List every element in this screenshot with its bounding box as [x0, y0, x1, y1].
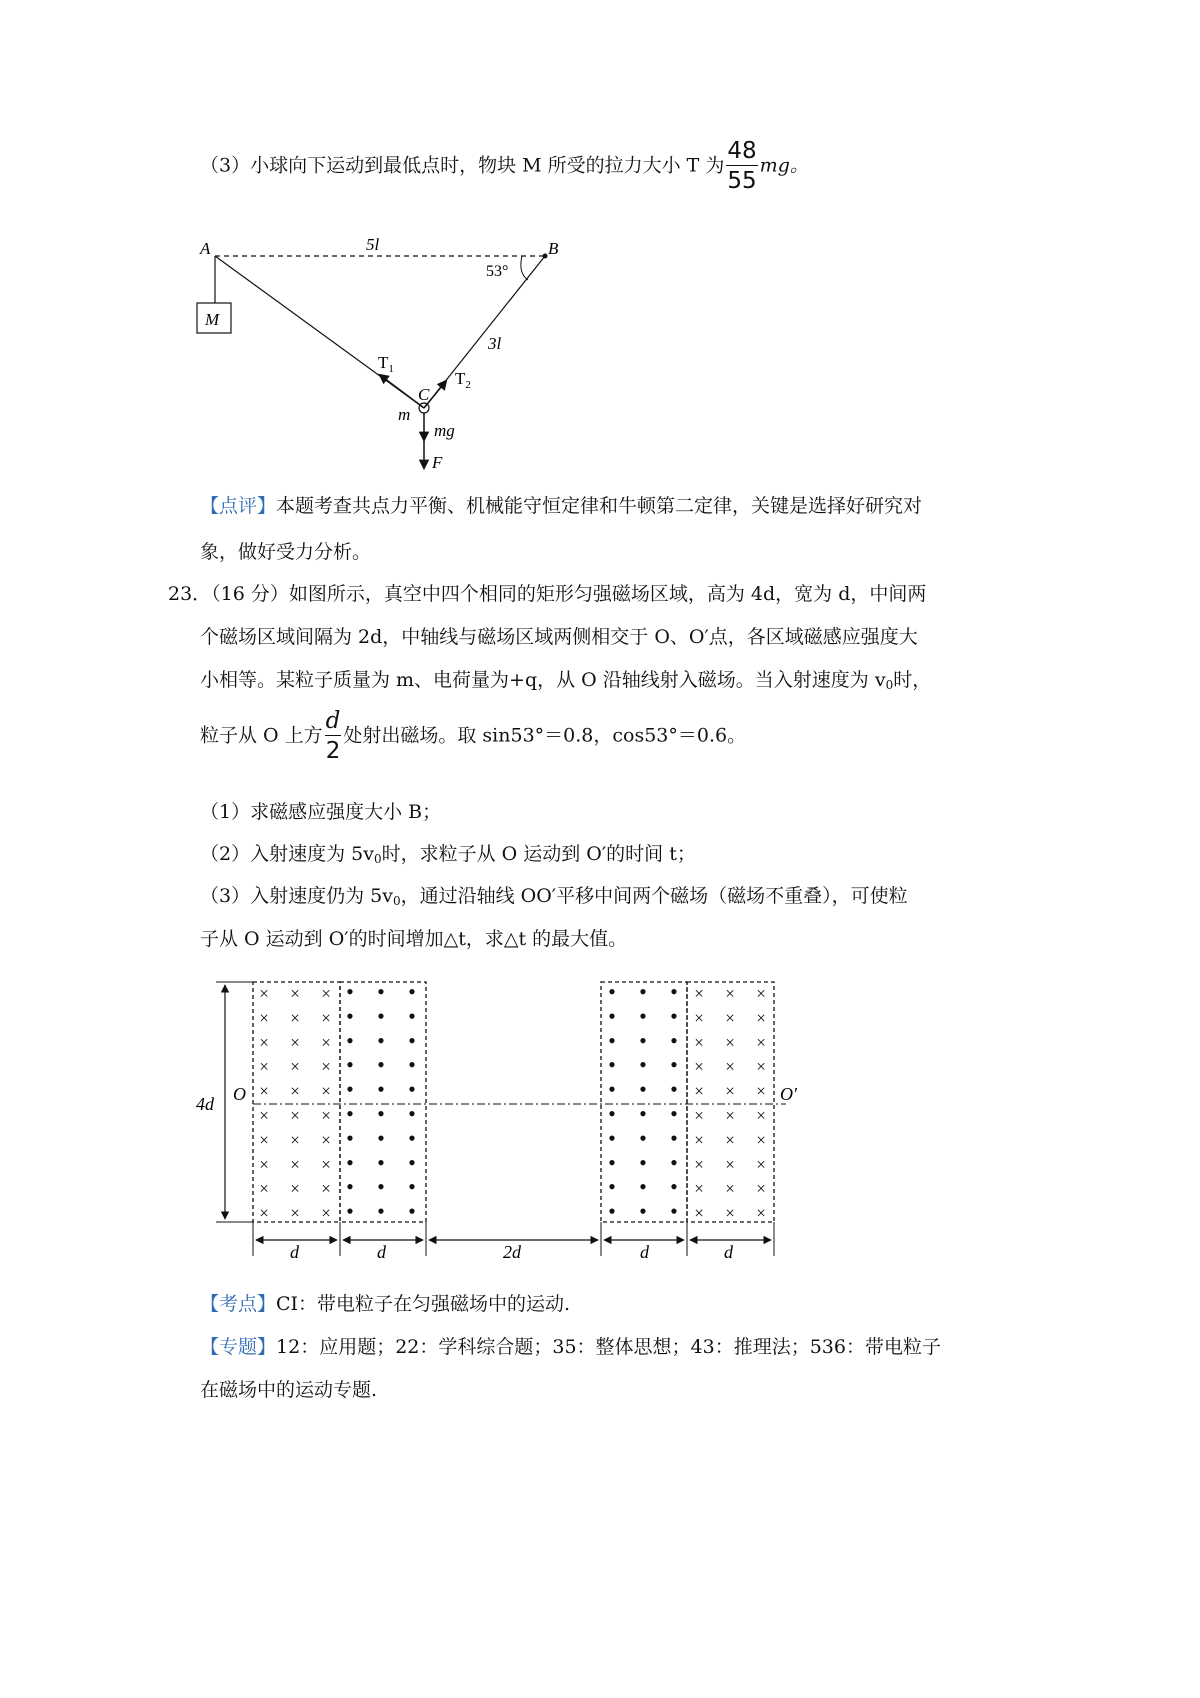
- field-in-cross: ×: [756, 1057, 766, 1077]
- width-label-3: 2d: [503, 1242, 521, 1262]
- field-out-dot: •: [377, 1174, 385, 1200]
- field-out-dot: •: [670, 1174, 678, 1200]
- field-out-dot: •: [639, 1052, 647, 1078]
- field-in-cross: ×: [290, 984, 300, 1003]
- field-in-cross: ×: [756, 1203, 766, 1223]
- field-out-dot: •: [377, 1198, 385, 1224]
- label-c: C: [418, 385, 430, 404]
- field-in-cross: ×: [725, 984, 735, 1003]
- label-a: A: [200, 239, 211, 258]
- field-in-cross: ×: [321, 1154, 331, 1174]
- field-out-dot: •: [346, 1101, 354, 1126]
- q23-sub-3-text: （3）入射速度仍为 5v: [200, 885, 393, 907]
- field-out-dot: •: [608, 1174, 616, 1200]
- comment-text-1: 本题考查共点力平衡、机械能守恒定律和牛顿第二定律，关键是选择好研究对: [276, 495, 923, 517]
- field-in-cross: ×: [259, 1032, 269, 1052]
- zhuanti-line-2: 在磁场中的运动专题.: [200, 1379, 378, 1401]
- field-out-dot: •: [639, 1003, 647, 1029]
- field-in-cross: ×: [694, 1106, 704, 1125]
- field-in-cross: ×: [756, 984, 766, 1003]
- field-in-cross: ×: [725, 1081, 735, 1101]
- field-in-cross: ×: [321, 1106, 331, 1125]
- kaodian-line: [200, 1290, 570, 1318]
- field-in-cross: ×: [290, 1032, 300, 1052]
- q23-line-1: 23．（16 分）如图所示，真空中四个相同的矩形匀强磁场区域，高为 4d，宽为 d，中间两: [168, 583, 927, 605]
- label-f: F: [432, 453, 443, 472]
- field-out-dot: •: [608, 1198, 616, 1224]
- field-out-dot: •: [346, 1003, 354, 1029]
- field-in-cross: ×: [725, 1008, 735, 1028]
- field-in-cross: ×: [321, 1179, 331, 1199]
- q23-line-4-text: 粒子从 O 上方: [200, 724, 323, 747]
- field-out-dot: •: [346, 1174, 354, 1200]
- field-in-cross: ×: [259, 1106, 269, 1125]
- field-in-cross: ×: [694, 1057, 704, 1077]
- label-m-block: M: [205, 310, 220, 329]
- field-in-cross: ×: [259, 1203, 269, 1223]
- field-out-dot: •: [377, 1003, 385, 1029]
- kaodian-tag: 【考点】: [200, 1293, 277, 1315]
- field-out-dot: •: [346, 1125, 354, 1151]
- field-out-dot: •: [377, 1101, 385, 1126]
- field-in-cross: ×: [694, 984, 704, 1003]
- q23-sub-1: （1）求磁感应强度大小 B；: [200, 801, 442, 823]
- width-label-1: d: [290, 1242, 299, 1262]
- label-t1: $T_1$: [378, 353, 394, 375]
- field-in-cross: ×: [290, 1081, 300, 1101]
- field-out-dot: •: [408, 1174, 416, 1200]
- field-in-cross: ×: [756, 1106, 766, 1125]
- width-label-5: d: [724, 1242, 733, 1262]
- field-symbols: [259, 979, 766, 1224]
- field-in-cross: ×: [259, 1057, 269, 1077]
- field-out-dot: •: [639, 1076, 647, 1102]
- field-out-dot: •: [377, 979, 385, 1004]
- field-in-cross: ×: [756, 1154, 766, 1174]
- prev-answer-prefix: （3）小球向下运动到最低点时，物块 M 所受的拉力大小 T 为: [200, 154, 725, 177]
- fraction-d: d: [325, 708, 341, 734]
- field-in-cross: ×: [756, 1008, 766, 1028]
- field-in-cross: ×: [725, 1154, 735, 1174]
- field-in-cross: ×: [290, 1154, 300, 1174]
- field-in-cross: ×: [321, 984, 331, 1003]
- field-out-dot: •: [408, 1076, 416, 1102]
- field-out-dot: •: [408, 1149, 416, 1175]
- field-in-cross: ×: [694, 1081, 704, 1101]
- field-out-dot: •: [408, 1101, 416, 1126]
- field-in-cross: ×: [321, 1081, 331, 1101]
- q23-line-3-text: 小相等。某粒子质量为 m、电荷量为+q，从 O 沿轴线射入磁场。当入射速度为 v: [200, 669, 886, 691]
- q23-line-3-sub: 0: [885, 678, 894, 692]
- q23-sub-3-sub: 0: [392, 894, 401, 908]
- field-in-cross: ×: [694, 1032, 704, 1052]
- zhuanti-tag: 【专题】: [200, 1336, 277, 1358]
- field-out-dot: •: [377, 1027, 385, 1053]
- field-out-dot: •: [346, 1149, 354, 1175]
- field-in-cross: ×: [756, 1032, 766, 1052]
- field-out-dot: •: [608, 1052, 616, 1078]
- field-in-cross: ×: [756, 1081, 766, 1101]
- field-out-dot: •: [346, 1076, 354, 1102]
- field-out-dot: •: [408, 1003, 416, 1029]
- field-in-cross: ×: [321, 1008, 331, 1028]
- q23-sub-3-line-2: 子从 O 运动到 O′的时间增加△t，求△t 的最大值。: [200, 928, 628, 950]
- field-in-cross: ×: [725, 1179, 735, 1199]
- field-in-cross: ×: [725, 1203, 735, 1223]
- field-out-dot: •: [639, 1027, 647, 1053]
- comment-tag: 【点评】: [200, 495, 277, 517]
- field-out-dot: •: [346, 1198, 354, 1224]
- q23-sub-3-end: ，通过沿轴线 OO′平移中间两个磁场（磁场不重叠），可使粒: [400, 885, 908, 907]
- field-in-cross: ×: [756, 1179, 766, 1199]
- field-out-dot: •: [639, 1125, 647, 1151]
- label-o: O: [233, 1084, 246, 1104]
- field-in-cross: ×: [259, 1008, 269, 1028]
- prev-answer-suffix: mg。: [759, 154, 809, 177]
- field-out-dot: •: [408, 1027, 416, 1053]
- field-in-cross: ×: [694, 1130, 704, 1150]
- label-b: B: [548, 239, 559, 258]
- field-in-cross: ×: [290, 1203, 300, 1223]
- label-mg: mg: [434, 421, 455, 440]
- field-out-dot: •: [670, 979, 678, 1004]
- field-out-dot: •: [377, 1076, 385, 1102]
- field-in-cross: ×: [290, 1179, 300, 1199]
- width-label-4: d: [640, 1242, 649, 1262]
- field-out-dot: •: [639, 1101, 647, 1126]
- height-label: 4d: [196, 1094, 214, 1114]
- field-in-cross: ×: [259, 1081, 269, 1101]
- field-out-dot: •: [408, 1198, 416, 1224]
- field-in-cross: ×: [725, 1130, 735, 1150]
- q23-line-4-end: 处射出磁场。取 sin53°＝0.8，cos53°＝0.6。: [343, 724, 747, 747]
- field-out-dot: •: [608, 1003, 616, 1029]
- field-out-dot: •: [346, 979, 354, 1004]
- field-out-dot: •: [608, 1101, 616, 1126]
- label-angle: 53°: [486, 263, 509, 280]
- zhuanti-line-1: [200, 1333, 941, 1361]
- field-out-dot: •: [408, 1125, 416, 1151]
- field-out-dot: •: [608, 1027, 616, 1053]
- field-out-dot: •: [670, 1003, 678, 1029]
- fraction-denominator: 55: [727, 168, 757, 194]
- field-in-cross: ×: [694, 1008, 704, 1028]
- field-out-dot: •: [670, 1198, 678, 1224]
- field-in-cross: ×: [290, 1130, 300, 1150]
- field-out-dot: •: [346, 1052, 354, 1078]
- field-out-dot: •: [346, 1027, 354, 1053]
- field-in-cross: ×: [290, 1008, 300, 1028]
- field-in-cross: ×: [259, 984, 269, 1003]
- q23-sub-2-text: （2）入射速度为 5v: [200, 843, 374, 865]
- field-in-cross: ×: [725, 1106, 735, 1125]
- field-out-dot: •: [377, 1125, 385, 1151]
- field-out-dot: •: [639, 1149, 647, 1175]
- q23-line-3-end: 时，: [893, 669, 932, 691]
- field-in-cross: ×: [321, 1057, 331, 1077]
- field-in-cross: ×: [321, 1032, 331, 1052]
- label-t2: $T_2$: [455, 369, 471, 391]
- field-out-dot: •: [408, 1052, 416, 1078]
- field-in-cross: ×: [259, 1130, 269, 1150]
- kaodian-text: CI：带电粒子在匀强磁场中的运动.: [276, 1293, 571, 1315]
- field-in-cross: ×: [725, 1057, 735, 1077]
- field-out-dot: •: [608, 979, 616, 1004]
- field-in-cross: ×: [694, 1203, 704, 1223]
- field-in-cross: ×: [694, 1179, 704, 1199]
- field-in-cross: ×: [259, 1154, 269, 1174]
- field-out-dot: •: [608, 1076, 616, 1102]
- field-frame: [196, 982, 798, 1262]
- field-in-cross: ×: [259, 1179, 269, 1199]
- field-out-dot: •: [670, 1149, 678, 1175]
- field-out-dot: •: [670, 1076, 678, 1102]
- field-in-cross: ×: [694, 1154, 704, 1174]
- field-in-cross: ×: [321, 1203, 331, 1223]
- q23-line-2: 个磁场区域间隔为 2d，中轴线与磁场区域两侧相交于 O、O′点，各区域磁感应强度大: [200, 626, 918, 648]
- field-in-cross: ×: [290, 1106, 300, 1125]
- field-in-cross: ×: [725, 1032, 735, 1052]
- comment-line-2: 象，做好受力分析。: [200, 541, 372, 563]
- field-out-dot: •: [670, 1052, 678, 1078]
- fraction-2: 2: [325, 738, 341, 764]
- field-out-dot: •: [639, 979, 647, 1004]
- label-mass: m: [398, 405, 411, 424]
- field-out-dot: •: [608, 1149, 616, 1175]
- field-out-dot: •: [608, 1125, 616, 1151]
- width-label-2: d: [377, 1242, 386, 1262]
- field-out-dot: •: [377, 1149, 385, 1175]
- field-out-dot: •: [639, 1174, 647, 1200]
- fraction-numerator: 48: [727, 138, 757, 164]
- field-out-dot: •: [408, 979, 416, 1004]
- field-in-cross: ×: [756, 1130, 766, 1150]
- field-out-dot: •: [670, 1125, 678, 1151]
- field-out-dot: •: [670, 1027, 678, 1053]
- field-in-cross: ×: [321, 1130, 331, 1150]
- field-out-dot: •: [670, 1101, 678, 1126]
- field-out-dot: •: [639, 1198, 647, 1224]
- zhuanti-text-1: 12：应用题；22：学科综合题；35：整体思想；43：推理法；536：带电粒子: [276, 1336, 941, 1358]
- q23-sub-2-sub: 0: [373, 852, 382, 866]
- label-o-prime: O′: [780, 1084, 797, 1104]
- field-out-dot: •: [377, 1052, 385, 1078]
- q23-sub-2-end: 时，求粒子从 O 运动到 O′的时间 t；: [381, 843, 696, 865]
- field-in-cross: ×: [290, 1057, 300, 1077]
- label-3l: 3l: [488, 334, 502, 353]
- label-5l: 5l: [366, 235, 380, 254]
